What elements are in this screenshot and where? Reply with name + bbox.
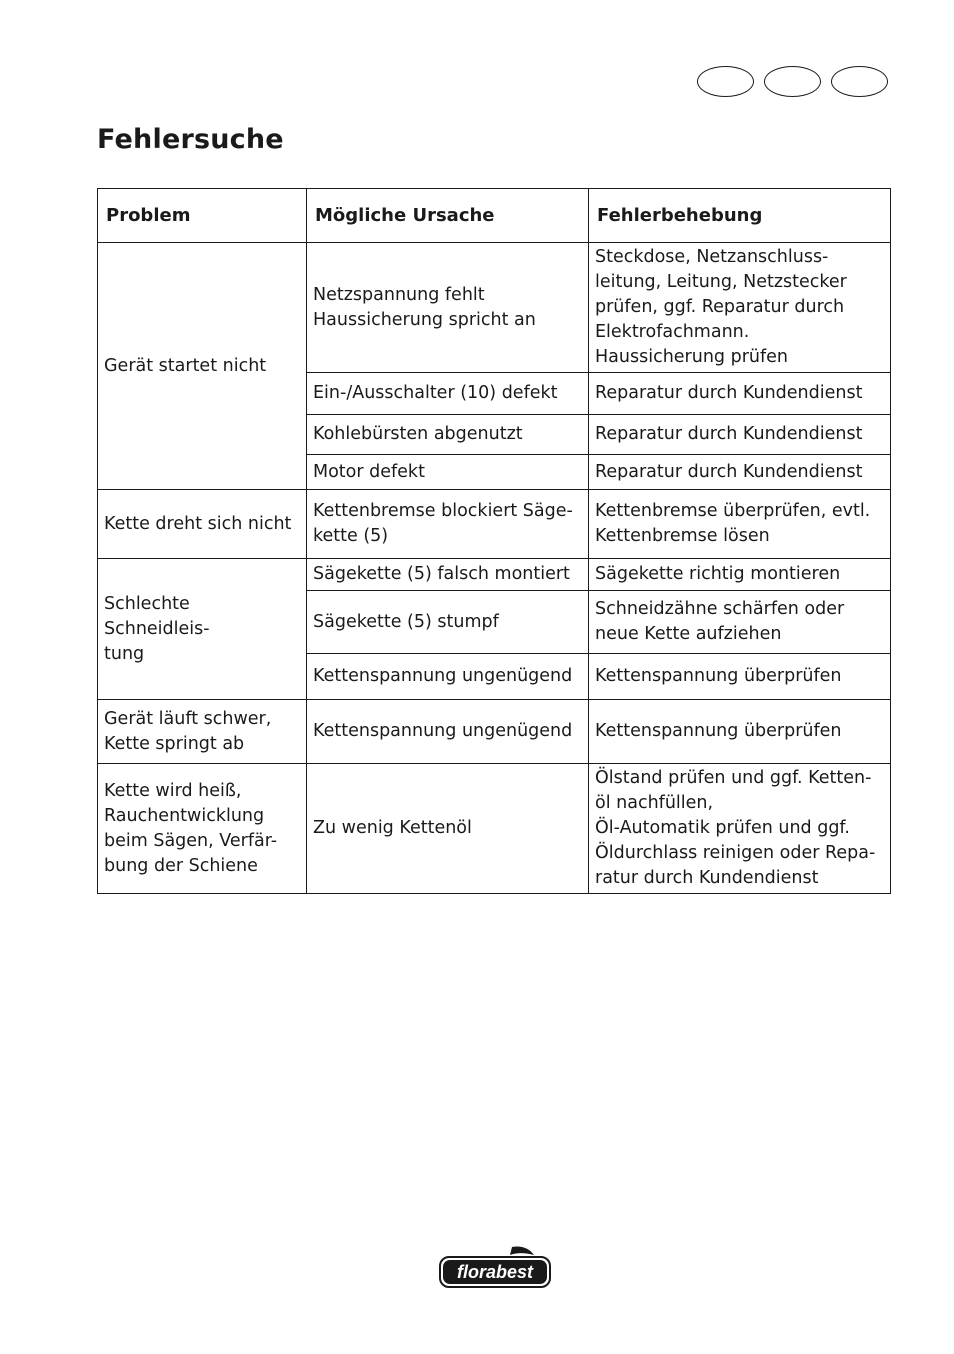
cause-cell: Sägekette (5) falsch montiert — [307, 559, 589, 591]
remedy-cell: Schneidzähne schärfen oder neue Kette aufziehen — [589, 591, 891, 654]
header-cause: Mögliche Ursache — [307, 189, 589, 243]
header-remedy: Fehlerbehebung — [589, 189, 891, 243]
problem-cell: Gerät läuft schwer, Kette springt ab — [98, 700, 307, 764]
problem-cell: Schlechte Schneidleis- tung — [98, 559, 307, 700]
florabest-logo — [438, 1245, 552, 1289]
cause-cell: Netzspannung fehlt Haussicherung spricht an — [307, 243, 589, 373]
cause-cell: Kettenspannung ungenügend — [307, 700, 589, 764]
table-header-row — [98, 189, 891, 243]
cause-cell: Sägekette (5) stumpf — [307, 591, 589, 654]
table-row — [98, 764, 891, 894]
cause-cell: Ein-/Ausschalter (10) defekt — [307, 373, 589, 415]
table-row — [98, 700, 891, 764]
cause-cell: Kettenbremse blockiert Säge- kette (5) — [307, 490, 589, 559]
florabest-logo-graphic — [438, 1245, 552, 1289]
page-title: Fehlersuche — [97, 124, 284, 155]
table-row — [98, 559, 891, 591]
language-oval — [697, 66, 754, 97]
remedy-cell: Sägekette richtig montieren — [589, 559, 891, 591]
remedy-cell: Steckdose, Netzanschluss- leitung, Leitung, Netzstecker prüfen, ggf. Reparatur durch Elektrofachmann. Haussicherung prüfen — [589, 243, 891, 373]
cause-cell: Kohlebürsten abgenutzt — [307, 415, 589, 455]
remedy-cell: Reparatur durch Kundendienst — [589, 455, 891, 490]
cause-cell: Zu wenig Kettenöl — [307, 764, 589, 894]
troubleshooting-table — [97, 188, 891, 894]
cause-cell: Motor defekt — [307, 455, 589, 490]
problem-cell: Gerät startet nicht — [98, 243, 307, 490]
remedy-cell: Kettenbremse überprüfen, evtl. Kettenbremse lösen — [589, 490, 891, 559]
problem-cell: Kette dreht sich nicht — [98, 490, 307, 559]
table-row — [98, 243, 891, 373]
table-row — [98, 490, 891, 559]
header-problem: Problem — [98, 189, 307, 243]
logo-text: florabest — [456, 1262, 534, 1282]
problem-cell: Kette wird heiß, Rauchentwicklung beim Sägen, Verfär- bung der Schiene — [98, 764, 307, 894]
remedy-cell: Ölstand prüfen und ggf. Ketten- öl nachfüllen, Öl-Automatik prüfen und ggf. Öldurchlass reinigen oder Repa- ratur durch Kundendienst — [589, 764, 891, 894]
remedy-cell: Reparatur durch Kundendienst — [589, 415, 891, 455]
language-oval — [764, 66, 821, 97]
remedy-cell: Kettenspannung überprüfen — [589, 700, 891, 764]
language-oval — [831, 66, 888, 97]
remedy-cell: Kettenspannung überprüfen — [589, 654, 891, 700]
leaf-icon — [510, 1246, 534, 1255]
remedy-cell: Reparatur durch Kundendienst — [589, 373, 891, 415]
cause-cell: Kettenspannung ungenügend — [307, 654, 589, 700]
